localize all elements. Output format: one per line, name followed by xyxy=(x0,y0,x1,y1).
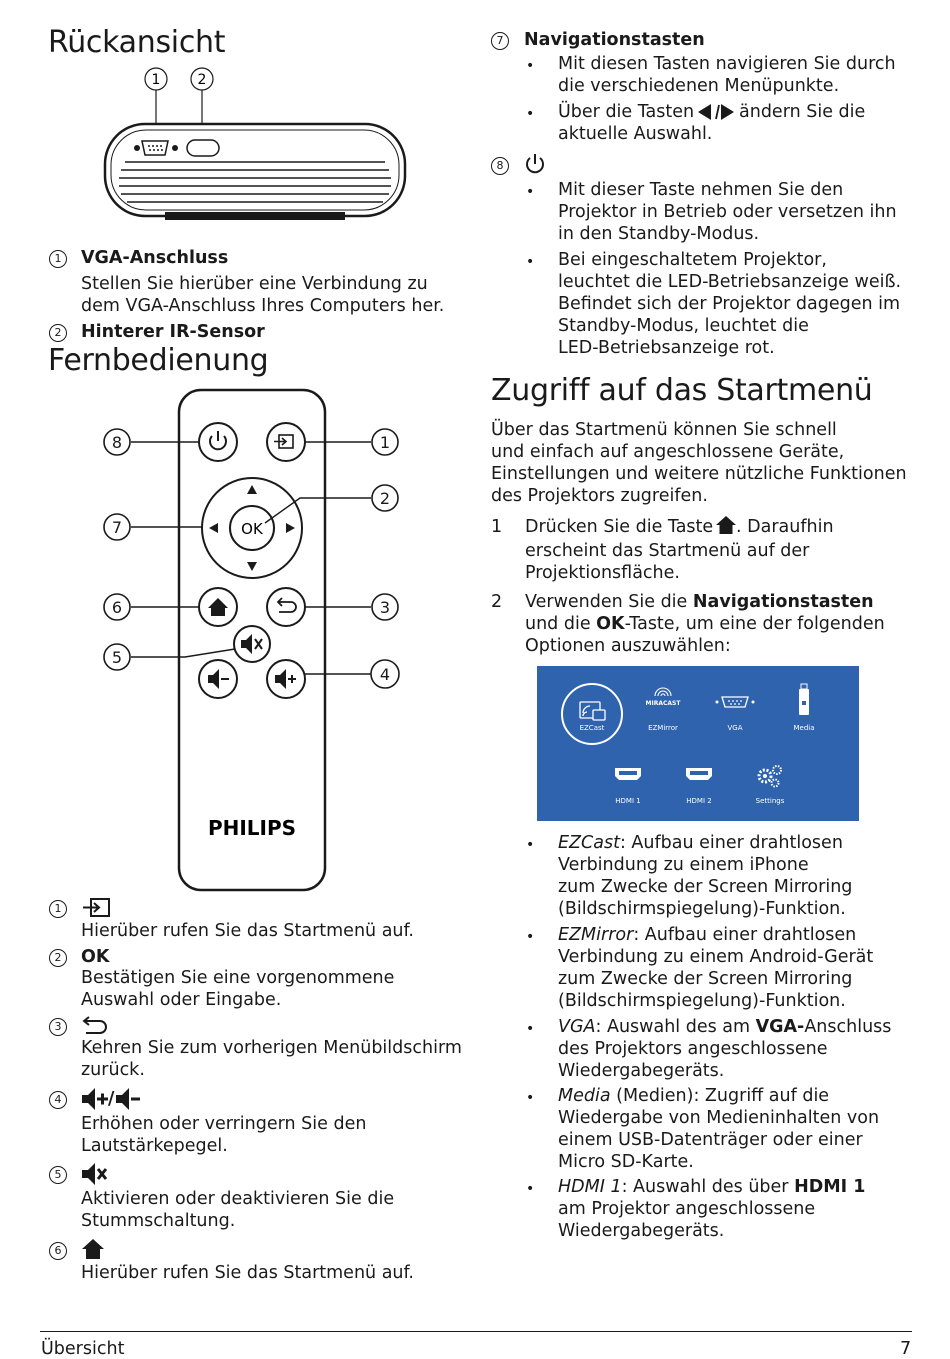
remote-item-4-desc: Erhöhen oder verringern Sie den xyxy=(81,1114,367,1134)
item-7-text: ändern Sie die xyxy=(739,102,866,122)
item-8-text: Projektor in Betrieb oder versetzen ihn xyxy=(558,202,897,222)
footer-page-number: 7 xyxy=(900,1339,912,1359)
item-8-text: Bei eingeschaltetem Projektor, xyxy=(558,250,827,270)
rear-callout-2-label: 2 xyxy=(197,72,207,88)
item-8-text: Mit dieser Taste nehmen Sie den xyxy=(558,180,844,200)
menu-label-media: Media xyxy=(793,724,815,732)
step-2-text: Verwenden Sie die Navigationstasten xyxy=(525,592,874,612)
remote-item-2-desc: Bestätigen Sie eine vorgenommene xyxy=(81,968,395,988)
item-8-text: Standby-Modus, leuchtet die xyxy=(558,316,809,336)
heading-fernbedienung: Fernbedienung xyxy=(48,343,269,378)
option-ezcast-text: (Bildschirmspiegelung)-Funktion. xyxy=(558,899,846,919)
option-media-text: Micro SD-Karte. xyxy=(558,1152,694,1172)
remote-callout-1: 1 xyxy=(379,433,391,452)
menu-label-hdmi1: HDMI 1 xyxy=(615,797,641,805)
option-ezcast-text: Verbindung zu einem iPhone xyxy=(558,855,809,875)
remote-item-5-desc: Aktivieren oder deaktivieren Sie die xyxy=(81,1189,395,1209)
option-media-text: Wiedergabe von Medieninhalten von xyxy=(558,1108,880,1128)
menu-label-ezmirror: EZMirror xyxy=(648,724,678,732)
option-hdmi1-text: am Projektor angeschlossene xyxy=(558,1199,816,1219)
item-7-text: die verschiedenen Menüpunkte. xyxy=(558,76,840,96)
back-icon xyxy=(81,1015,109,1037)
rear-item-1-desc: Stellen Sie hierüber eine Verbindung zu xyxy=(81,274,428,294)
option-ezmirror: EZMirror: Aufbau einer drahtlosen xyxy=(558,925,857,945)
option-vga: VGA: Auswahl des am VGA-Anschluss xyxy=(558,1017,892,1037)
item-7-title: Navigationstasten xyxy=(524,30,705,50)
intro-text: Über das Startmenü können Sie schnell xyxy=(491,420,837,440)
remote-item-3-number: 3 xyxy=(49,1018,67,1036)
home-icon xyxy=(715,515,737,535)
remote-callout-8: 8 xyxy=(111,433,123,452)
option-vga-text: des Projektors angeschlossene xyxy=(558,1039,828,1059)
heading-startmenu: Zugriff auf das Startmenü xyxy=(491,373,873,408)
remote-item-4-desc: Lautstärkepegel. xyxy=(81,1136,228,1156)
volume-up-icon xyxy=(81,1087,111,1111)
footer-section: Übersicht xyxy=(41,1339,125,1359)
philips-logo: PHILIPS xyxy=(207,816,297,840)
item-8-text: leuchtet die LED-Betriebsanzeige weiß. xyxy=(558,272,902,292)
remote-item-6-number: 6 xyxy=(49,1242,67,1260)
home-icon xyxy=(81,1238,105,1260)
item-7-text: Mit diesen Tasten navigieren Sie durch xyxy=(558,54,896,74)
startmenu-screenshot xyxy=(537,666,859,821)
volume-separator: / xyxy=(108,1089,115,1109)
remote-item-6-desc: Hierüber rufen Sie das Startmenü auf. xyxy=(81,1263,414,1283)
vga-port xyxy=(142,141,168,155)
remote-callout-6: 6 xyxy=(111,598,123,617)
item-8-text: in den Standby-Modus. xyxy=(558,224,760,244)
menu-label-settings: Settings xyxy=(755,797,785,805)
remote-callout-2: 2 xyxy=(379,489,391,508)
ezcast-selection-ring xyxy=(562,684,622,744)
rear-item-2-number: 2 xyxy=(49,324,67,342)
bullet: • xyxy=(526,254,535,270)
remote-item-2-title: OK xyxy=(81,947,110,967)
miracast-logo: MIRACAST xyxy=(645,700,681,707)
item-7-number: 7 xyxy=(491,32,509,50)
power-icon xyxy=(524,152,546,176)
item-8-number: 8 xyxy=(491,157,509,175)
option-hdmi1: HDMI 1: Auswahl des über HDMI 1 xyxy=(558,1177,866,1197)
remote-callout-7: 7 xyxy=(111,518,123,537)
remote-item-4-number: 4 xyxy=(49,1091,67,1109)
step-2-number: 2 xyxy=(491,592,503,612)
remote-item-1-number: 1 xyxy=(49,900,67,918)
source-icon xyxy=(81,896,111,920)
remote-callout-4: 4 xyxy=(379,665,391,684)
ezmirror-icon xyxy=(655,688,671,696)
option-ezmirror-text: zum Zwecke der Screen Mirroring xyxy=(558,969,853,989)
volume-down-icon xyxy=(115,1087,141,1111)
bullet: • xyxy=(526,837,535,853)
intro-text: des Projektors zugreifen. xyxy=(491,486,708,506)
option-media-text: einem USB-Datenträger oder einer xyxy=(558,1130,863,1150)
item-8-text: LED-Betriebsanzeige rot. xyxy=(558,338,775,358)
menu-label-vga: VGA xyxy=(727,724,743,732)
heading-rueckansicht: Rückansicht xyxy=(48,25,226,60)
rear-item-1-number: 1 xyxy=(49,250,67,268)
rear-callout-1-label: 1 xyxy=(151,72,161,88)
ok-button-label: OK xyxy=(241,520,263,538)
remote-item-1-desc: Hierüber rufen Sie das Startmenü auf. xyxy=(81,921,414,941)
remote-item-3-desc: zurück. xyxy=(81,1060,145,1080)
option-ezcast-text: zum Zwecke der Screen Mirroring xyxy=(558,877,853,897)
bullet: • xyxy=(526,106,535,122)
menu-label-hdmi2: HDMI 2 xyxy=(686,797,712,805)
remote-item-5-desc: Stummschaltung. xyxy=(81,1211,236,1231)
step-1-text: Projektionsfläche. xyxy=(525,563,680,583)
footer-divider xyxy=(40,1331,912,1332)
remote-illustration xyxy=(95,385,415,895)
item-7-text: Über die Tasten xyxy=(558,102,695,122)
menu-label-ezcast: EZCast xyxy=(579,724,605,732)
option-vga-text: Wiedergabegeräts. xyxy=(558,1061,725,1081)
bullet: • xyxy=(526,58,535,74)
ezcast-icon xyxy=(580,702,605,720)
rear-item-1-title: VGA-Anschluss xyxy=(81,248,229,268)
step-2-text: und die OK-Taste, um eine der folgenden xyxy=(525,614,885,634)
intro-text: Einstellungen und weitere nützliche Funktionen xyxy=(491,464,907,484)
step-1-text: erscheint das Startmenü auf der xyxy=(525,541,810,561)
remote-callout-5: 5 xyxy=(111,648,123,667)
remote-callout-3: 3 xyxy=(379,598,391,617)
remote-item-2-number: 2 xyxy=(49,949,67,967)
step-1-number: 1 xyxy=(491,517,503,537)
mute-icon xyxy=(81,1162,109,1186)
option-media: Media (Medien): Zugriff auf die xyxy=(558,1086,830,1106)
bullet: • xyxy=(526,929,535,945)
option-hdmi1-text: Wiedergabegeräts. xyxy=(558,1221,725,1241)
item-7-text: aktuelle Auswahl. xyxy=(558,124,713,144)
step-1-text: . Daraufhin xyxy=(736,517,834,537)
ir-sensor xyxy=(187,140,219,156)
step-2-text: Optionen auszuwählen: xyxy=(525,636,731,656)
bullet: • xyxy=(526,1090,535,1106)
option-ezmirror-text: Verbindung zu einem Android-Gerät xyxy=(558,947,874,967)
option-ezmirror-text: (Bildschirmspiegelung)-Funktion. xyxy=(558,991,846,1011)
left-right-arrows-icon xyxy=(697,102,737,122)
bullet: • xyxy=(526,184,535,200)
media-icon xyxy=(801,684,807,689)
settings-icon xyxy=(759,766,781,787)
rear-item-2-title: Hinterer IR-Sensor xyxy=(81,322,265,342)
intro-text: und einfach auf angeschlossene Geräte, xyxy=(491,442,845,462)
item-8-text: Befindet sich der Projektor dagegen im xyxy=(558,294,901,314)
remote-item-5-number: 5 xyxy=(49,1166,67,1184)
option-ezcast: EZCast: Aufbau einer drahtlosen xyxy=(558,833,843,853)
step-1-text: Drücken Sie die Taste xyxy=(525,517,714,537)
rear-item-1-desc: dem VGA-Anschluss Ihres Computers her. xyxy=(81,296,445,316)
vga-icon xyxy=(722,697,748,707)
bullet: • xyxy=(526,1021,535,1037)
rear-view-illustration xyxy=(95,62,415,222)
bullet: • xyxy=(526,1181,535,1197)
remote-item-3-desc: Kehren Sie zum vorherigen Menübildschirm xyxy=(81,1038,462,1058)
remote-item-2-desc: Auswahl oder Eingabe. xyxy=(81,990,282,1010)
